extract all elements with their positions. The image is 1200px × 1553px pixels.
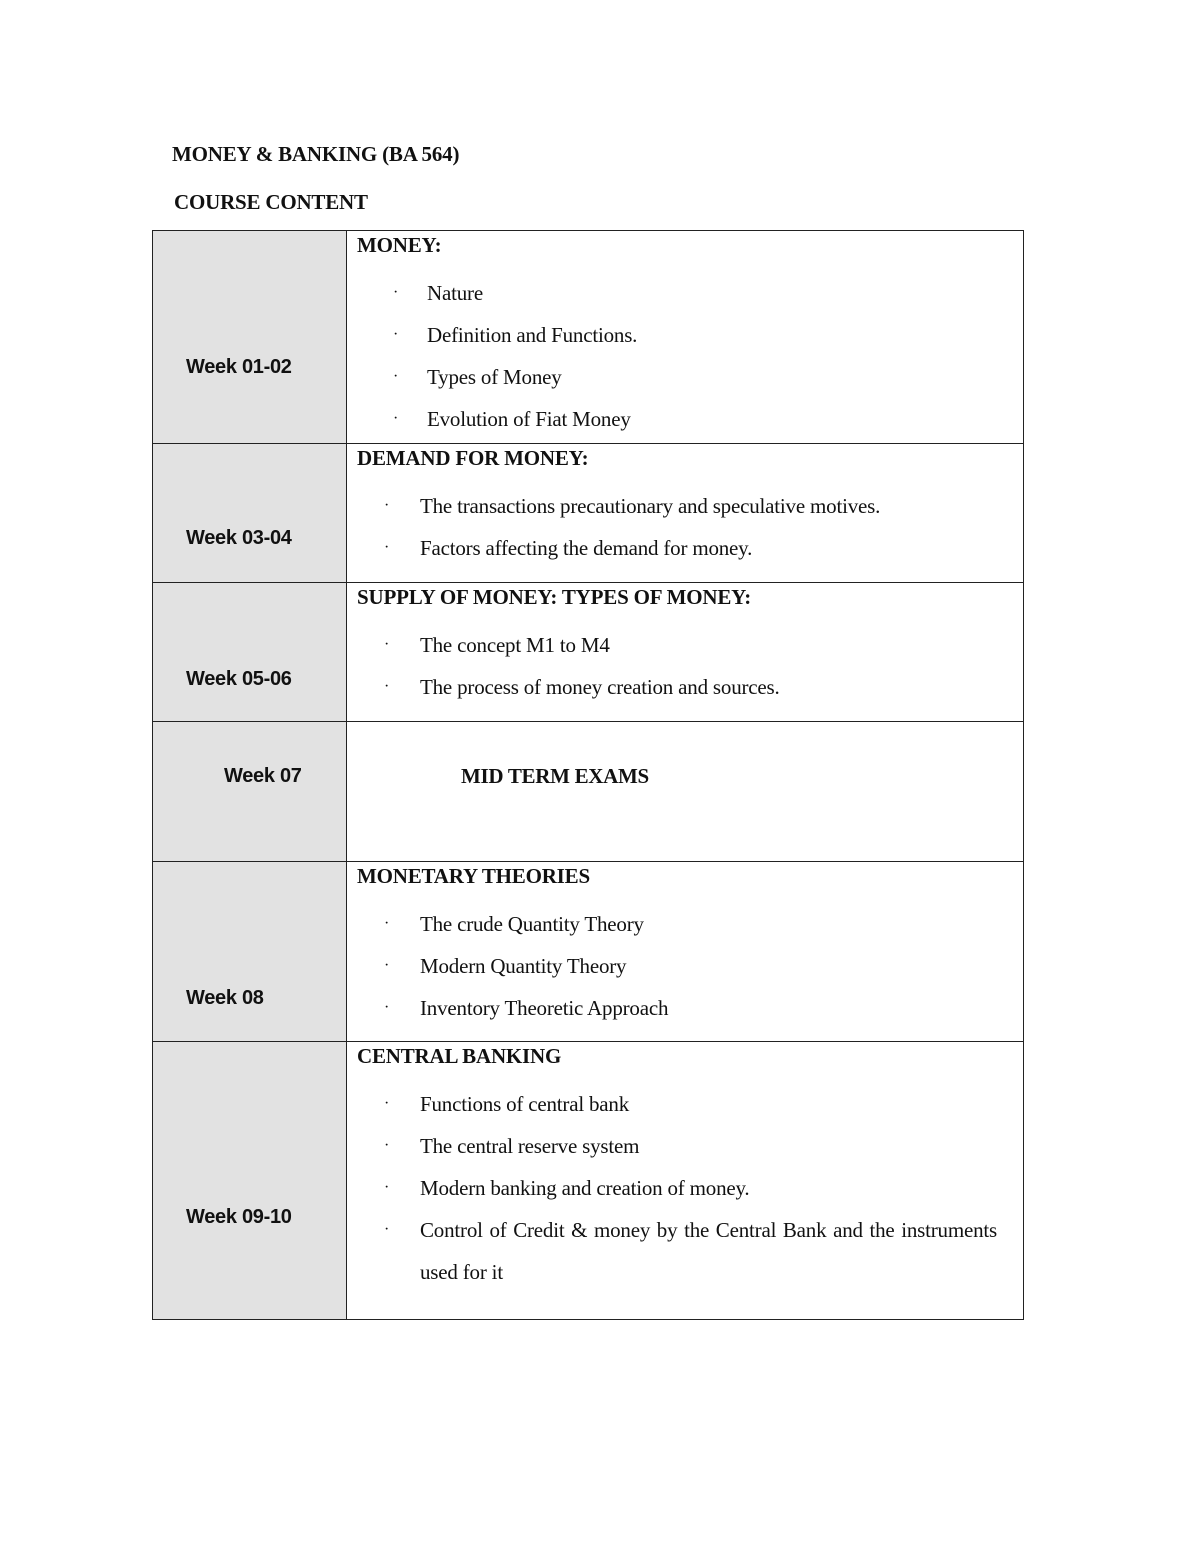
list-item-text: Inventory Theoretic Approach bbox=[420, 996, 669, 1020]
list-item-text: Factors affecting the demand for money. bbox=[420, 536, 753, 560]
list-item bbox=[393, 356, 997, 398]
topic-cell bbox=[347, 444, 1024, 583]
list-item bbox=[384, 1083, 997, 1125]
table-row bbox=[153, 862, 1024, 1042]
list-item-text: The process of money creation and sources. bbox=[420, 675, 780, 699]
bullet-icon: · bbox=[384, 1137, 390, 1154]
topic-list bbox=[384, 624, 997, 708]
topic-list bbox=[384, 903, 997, 1029]
bullet-icon: · bbox=[384, 1221, 390, 1238]
list-item-text: The crude Quantity Theory bbox=[420, 912, 644, 936]
topic-heading: DEMAND FOR MONEY: bbox=[357, 446, 589, 470]
bullet-icon: · bbox=[393, 326, 399, 343]
list-item bbox=[384, 1125, 997, 1167]
topic-list bbox=[384, 485, 997, 569]
list-item-text: The transactions precautionary and speculative motives. bbox=[420, 494, 881, 518]
list-item-text: Modern Quantity Theory bbox=[420, 954, 627, 978]
list-item-text: The concept M1 to M4 bbox=[420, 633, 610, 657]
list-item bbox=[384, 485, 997, 527]
topic-cell bbox=[347, 1042, 1024, 1320]
list-item-text: Control of Credit & money by the Central Bank and the instruments used for it bbox=[420, 1218, 997, 1284]
week-label: Week 08 bbox=[186, 987, 264, 1009]
bullet-icon: · bbox=[384, 1179, 390, 1196]
list-item-text: Functions of central bank bbox=[420, 1092, 630, 1116]
bullet-icon: · bbox=[384, 957, 390, 974]
list-item-text: Definition and Functions. bbox=[427, 323, 638, 347]
bullet-icon: · bbox=[384, 497, 390, 514]
week-cell bbox=[153, 1042, 347, 1320]
bullet-icon: · bbox=[384, 1095, 390, 1112]
topic-heading: MONEY: bbox=[357, 233, 442, 257]
list-item-text: Nature bbox=[427, 281, 483, 305]
topic-cell bbox=[347, 231, 1024, 444]
week-label: Week 09-10 bbox=[186, 1206, 292, 1228]
topic-heading: SUPPLY OF MONEY: TYPES OF MONEY: bbox=[357, 585, 752, 609]
week-label: Week 07 bbox=[224, 765, 302, 787]
bullet-icon: · bbox=[384, 678, 390, 695]
topic-list bbox=[384, 1083, 997, 1293]
list-item bbox=[393, 272, 997, 314]
week-cell bbox=[153, 444, 347, 583]
list-item bbox=[384, 527, 997, 569]
week-label: Week 05-06 bbox=[186, 668, 292, 690]
list-item bbox=[384, 903, 997, 945]
mid-term-exams-label: MID TERM EXAMS bbox=[461, 764, 649, 788]
bullet-icon: · bbox=[393, 368, 399, 385]
week-label: Week 03-04 bbox=[186, 527, 292, 549]
week-cell bbox=[153, 583, 347, 722]
bullet-icon: · bbox=[393, 410, 399, 427]
list-item bbox=[384, 1209, 997, 1293]
week-cell bbox=[153, 722, 347, 862]
topic-cell bbox=[347, 722, 1024, 862]
topic-heading: MONETARY THEORIES bbox=[357, 864, 590, 888]
document-subtitle: COURSE CONTENT bbox=[174, 190, 368, 214]
table-row bbox=[153, 231, 1024, 444]
list-item bbox=[384, 1167, 997, 1209]
bullet-icon: · bbox=[384, 999, 390, 1016]
table-row bbox=[153, 583, 1024, 722]
topic-cell bbox=[347, 862, 1024, 1042]
topic-list bbox=[393, 272, 997, 440]
week-cell bbox=[153, 231, 347, 444]
topic-heading: CENTRAL BANKING bbox=[357, 1044, 562, 1068]
list-item-text: Modern banking and creation of money. bbox=[420, 1176, 750, 1200]
list-item bbox=[384, 987, 997, 1029]
list-item-text: The central reserve system bbox=[420, 1134, 640, 1158]
list-item bbox=[384, 945, 997, 987]
bullet-icon: · bbox=[393, 284, 399, 301]
bullet-icon: · bbox=[384, 915, 390, 932]
document-title: MONEY & BANKING (BA 564) bbox=[172, 142, 460, 166]
list-item bbox=[393, 398, 997, 440]
list-item bbox=[384, 666, 997, 708]
list-item bbox=[393, 314, 997, 356]
bullet-icon: · bbox=[384, 539, 390, 556]
bullet-icon: · bbox=[384, 636, 390, 653]
course-content-table bbox=[152, 230, 1024, 1320]
table-row bbox=[153, 722, 1024, 862]
list-item bbox=[384, 624, 997, 666]
list-item-text: Types of Money bbox=[427, 365, 562, 389]
week-cell bbox=[153, 862, 347, 1042]
topic-cell bbox=[347, 583, 1024, 722]
table-row bbox=[153, 444, 1024, 583]
week-label: Week 01-02 bbox=[186, 356, 292, 378]
table-row bbox=[153, 1042, 1024, 1320]
list-item-text: Evolution of Fiat Money bbox=[427, 407, 631, 431]
